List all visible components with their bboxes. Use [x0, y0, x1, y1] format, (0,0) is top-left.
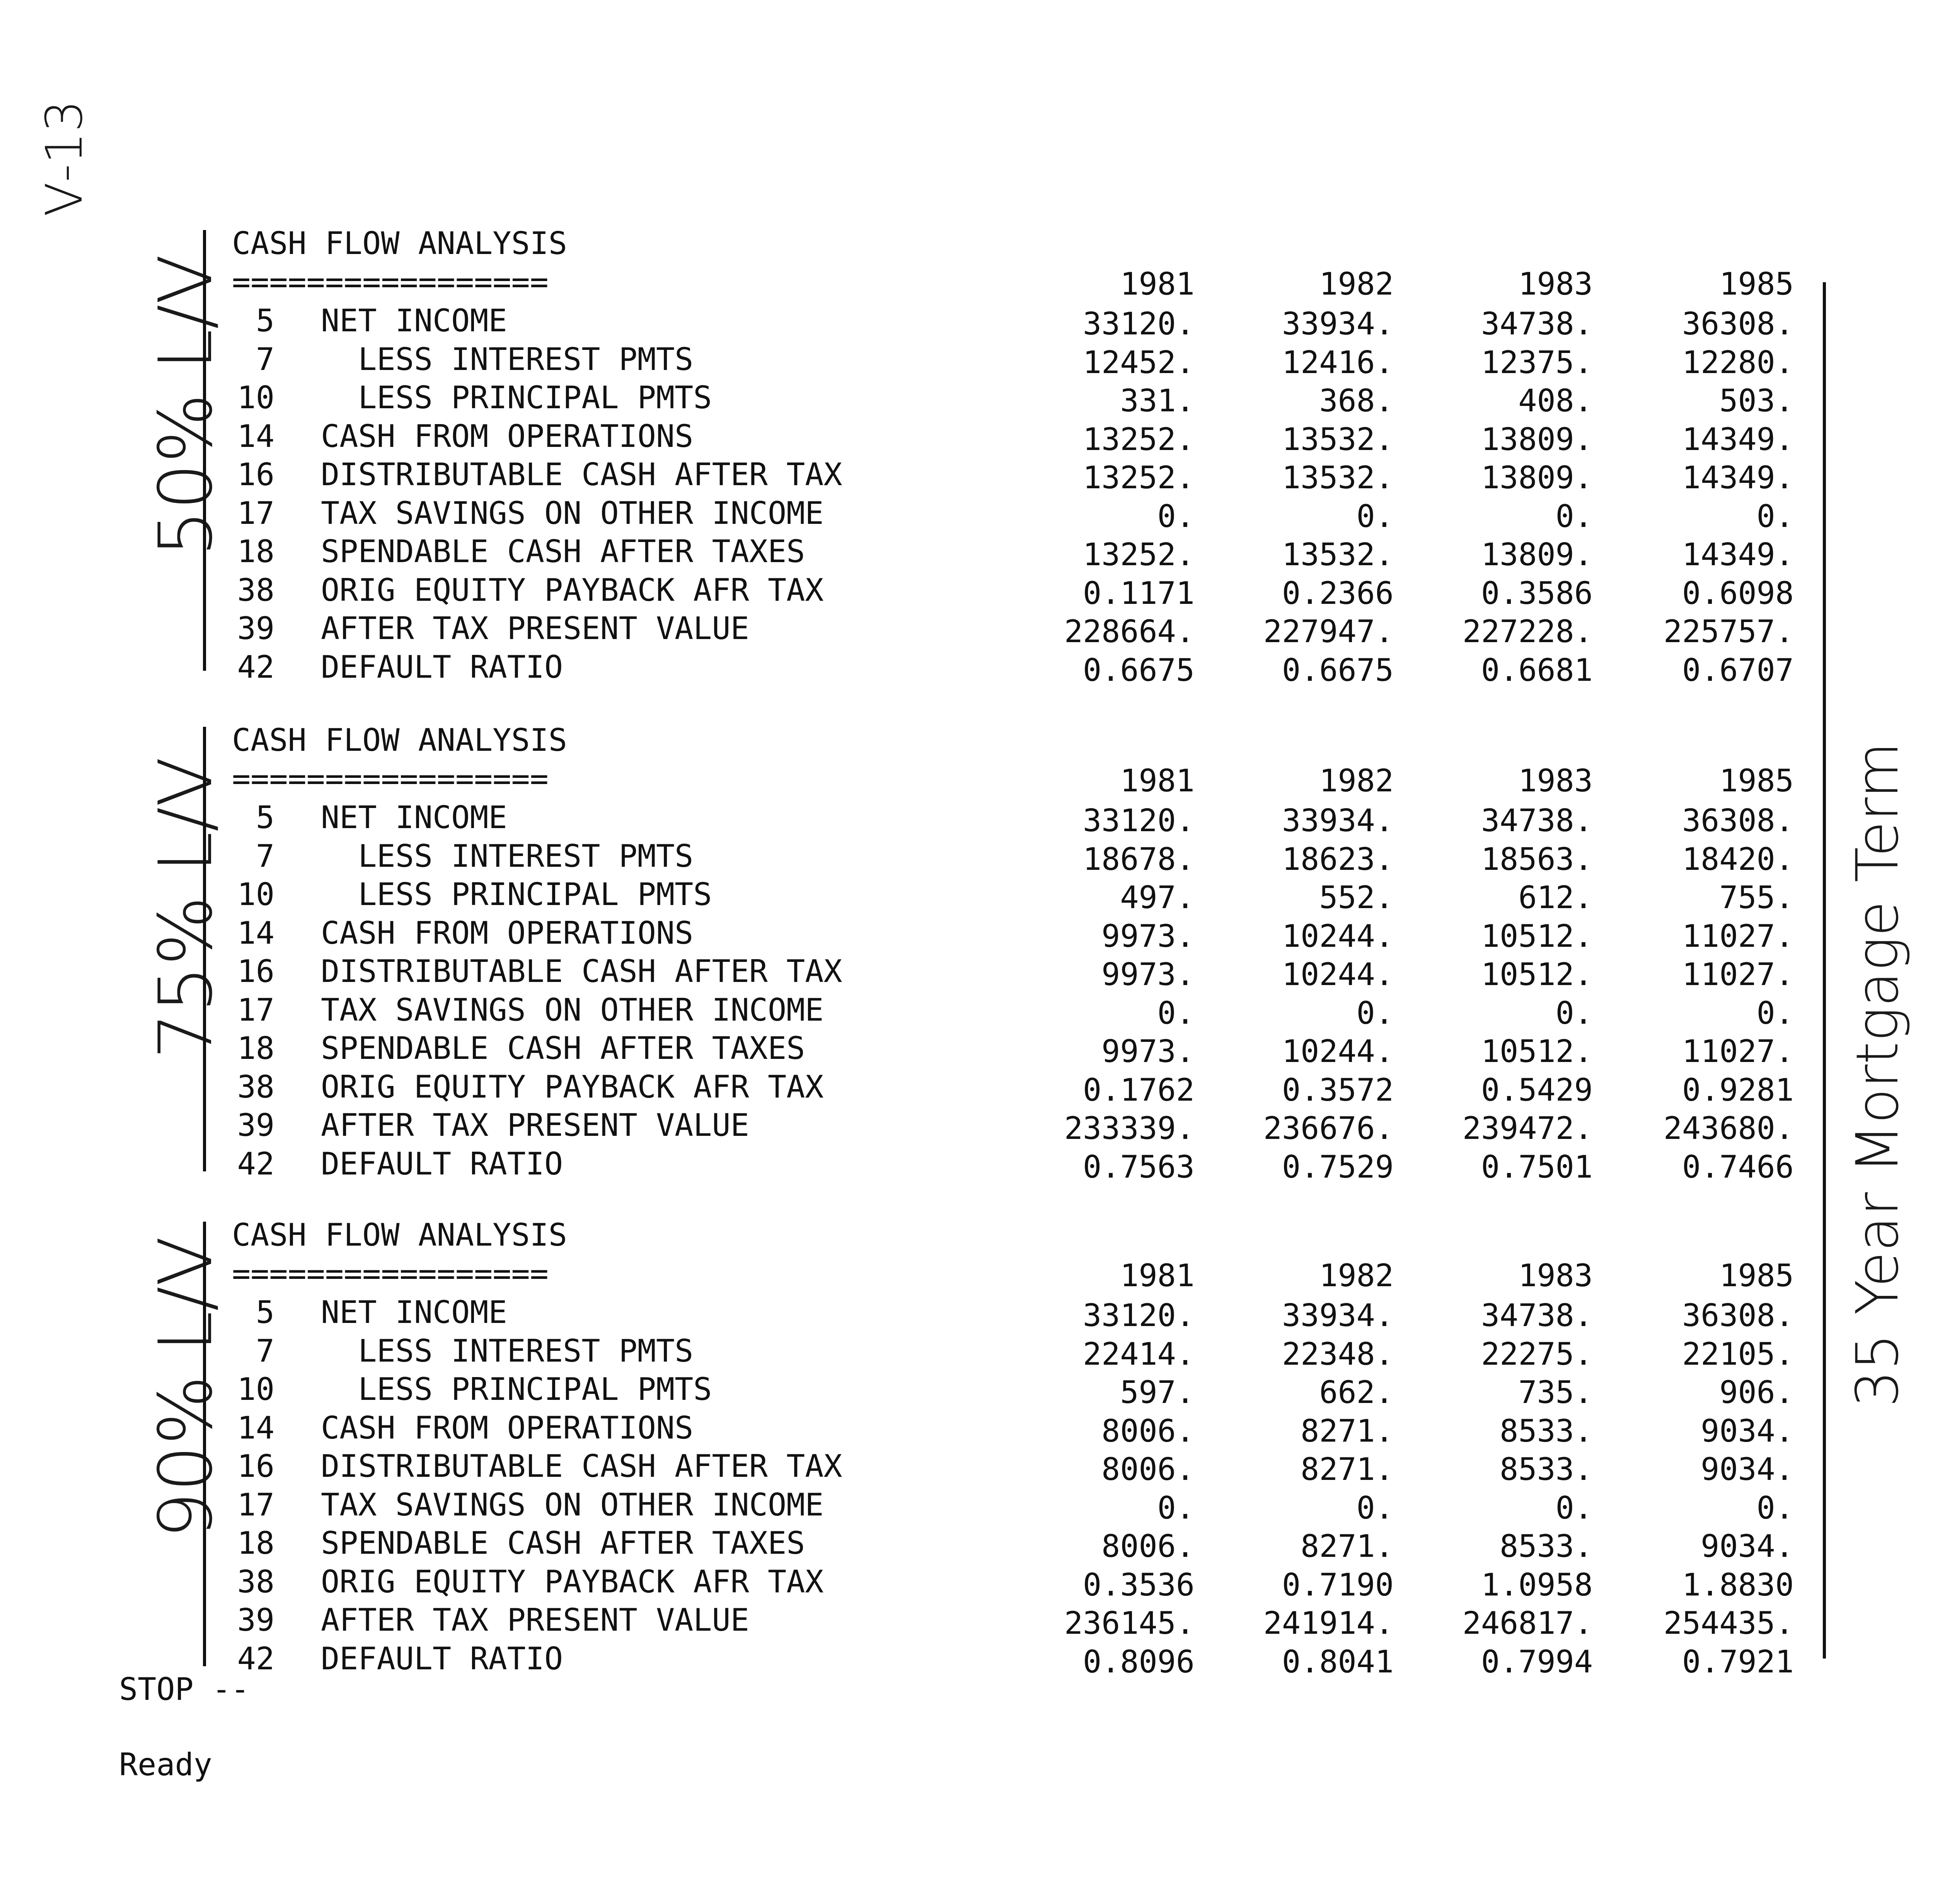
table-cell: 13532. [1282, 537, 1394, 573]
table-cell: 0. [1555, 995, 1593, 1031]
table-cell: 0. [1756, 498, 1794, 534]
row-label: AFTER TAX PRESENT VALUE [321, 1602, 749, 1638]
table-cell: 612. [1518, 880, 1593, 915]
row-label: LESS PRINCIPAL PMTS [321, 876, 712, 912]
table-cell: 331. [1120, 383, 1195, 419]
side-note-50: 50% L/V [143, 254, 228, 557]
row-label: DEFAULT RATIO [321, 649, 563, 685]
table-cell: 227947. [1263, 614, 1394, 649]
table-cell: 497. [1120, 880, 1195, 915]
row-number: 5 [256, 799, 274, 835]
row-number: 42 [237, 1640, 274, 1677]
row-number: 5 [256, 1294, 274, 1330]
table-cell: 368. [1319, 383, 1394, 419]
table-cell: 18623. [1282, 841, 1394, 877]
right-bracket [1823, 282, 1826, 1659]
table-cell: 13809. [1481, 460, 1593, 496]
table-cell: 9034. [1701, 1528, 1794, 1564]
row-label: LESS PRINCIPAL PMTS [321, 380, 712, 416]
row-number: 10 [237, 1371, 274, 1407]
row-label: NET INCOME [321, 799, 507, 835]
row-number: 7 [256, 341, 274, 377]
row-number: 17 [237, 495, 274, 531]
table-cell: 13532. [1282, 460, 1394, 496]
table-cell: 254435. [1663, 1605, 1794, 1641]
table-cell: 12452. [1083, 344, 1195, 380]
table-cell: 13809. [1481, 421, 1593, 457]
table-cell: 0.7466 [1682, 1149, 1794, 1185]
table-cell: 503. [1719, 383, 1794, 419]
title-underline: ================= [232, 761, 549, 797]
column-header: 1983 [1518, 266, 1593, 302]
table-cell: 34738. [1481, 306, 1593, 342]
table-cell: 0. [1157, 498, 1195, 534]
table-cell: 0.7190 [1282, 1566, 1394, 1603]
row-number: 18 [237, 534, 274, 569]
table-cell: 12416. [1282, 344, 1394, 380]
column-header: 1982 [1319, 266, 1394, 302]
table-title: CASH FLOW ANALYSIS [232, 225, 567, 261]
page-number-note: Ⅴ-13 [35, 100, 94, 216]
row-label: CASH FROM OPERATIONS [321, 915, 694, 951]
table-cell: 0.6675 [1083, 652, 1195, 688]
table-cell: 241914. [1263, 1605, 1394, 1641]
table-cell: 1.0958 [1481, 1566, 1593, 1603]
table-cell: 0. [1555, 498, 1593, 534]
table-cell: 33934. [1282, 306, 1394, 342]
row-label: DISTRIBUTABLE CASH AFTER TAX [321, 457, 842, 493]
table-cell: 18678. [1083, 841, 1195, 877]
table-cell: 14349. [1682, 460, 1794, 496]
table-cell: 0.7563 [1083, 1149, 1195, 1185]
table-cell: 18420. [1682, 841, 1794, 877]
table-cell: 662. [1319, 1374, 1394, 1410]
table-cell: 0. [1157, 1490, 1195, 1526]
row-number: 38 [237, 572, 274, 608]
row-number: 10 [237, 876, 274, 912]
table-cell: 22348. [1282, 1336, 1394, 1372]
table-cell: 0. [1157, 995, 1195, 1031]
table-cell: 33120. [1083, 803, 1195, 839]
table-cell: 8006. [1101, 1413, 1195, 1449]
table-cell: 8533. [1500, 1528, 1593, 1564]
table-cell: 13252. [1083, 460, 1195, 496]
row-label: DEFAULT RATIO [321, 1145, 563, 1182]
table-cell: 243680. [1663, 1110, 1794, 1146]
table-cell: 18563. [1481, 841, 1593, 877]
column-header: 1981 [1120, 266, 1195, 302]
table-cell: 236676. [1263, 1110, 1394, 1146]
row-label: LESS INTEREST PMTS [321, 1333, 694, 1369]
row-number: 7 [256, 1333, 274, 1369]
column-header: 1985 [1719, 266, 1794, 302]
row-label: TAX SAVINGS ON OTHER INCOME [321, 1486, 824, 1523]
title-underline: ================= [232, 264, 549, 300]
table-cell: 33120. [1083, 306, 1195, 342]
table-cell: 0. [1356, 1490, 1394, 1526]
table-cell: 8271. [1301, 1413, 1394, 1449]
table-cell: 735. [1518, 1374, 1593, 1410]
table-cell: 11027. [1682, 956, 1794, 992]
table-cell: 8533. [1500, 1451, 1593, 1487]
table-cell: 10512. [1481, 918, 1593, 954]
table-cell: 22105. [1682, 1336, 1794, 1372]
table-cell: 36308. [1682, 1297, 1794, 1333]
row-label: SPENDABLE CASH AFTER TAXES [321, 534, 805, 569]
table-cell: 9034. [1701, 1451, 1794, 1487]
table-cell: 0.7529 [1282, 1149, 1394, 1185]
table-cell: 9034. [1701, 1413, 1794, 1449]
table-cell: 9973. [1101, 956, 1195, 992]
table-cell: 22275. [1481, 1336, 1593, 1372]
block-3-bracket [203, 1222, 206, 1666]
row-label: ORIG EQUITY PAYBACK AFR TAX [321, 1563, 824, 1600]
table-cell: 0.7994 [1481, 1643, 1593, 1680]
table-cell: 11027. [1682, 918, 1794, 954]
table-cell: 13252. [1083, 537, 1195, 573]
table-cell: 13252. [1083, 421, 1195, 457]
row-number: 38 [237, 1069, 274, 1105]
column-header: 1985 [1719, 1258, 1794, 1294]
table-cell: 227228. [1462, 614, 1593, 649]
table-cell: 10244. [1282, 1033, 1394, 1069]
row-label: LESS PRINCIPAL PMTS [321, 1371, 712, 1407]
table-cell: 12280. [1682, 344, 1794, 380]
table-cell: 0.8096 [1083, 1643, 1195, 1680]
row-number: 7 [256, 838, 274, 874]
table-title: CASH FLOW ANALYSIS [232, 722, 567, 758]
table-cell: 246817. [1462, 1605, 1593, 1641]
row-label: LESS INTEREST PMTS [321, 341, 694, 377]
table-cell: 0.1171 [1083, 575, 1195, 611]
table-cell: 1.8830 [1682, 1566, 1794, 1603]
table-cell: 0.6098 [1682, 575, 1794, 611]
table-cell: 408. [1518, 383, 1593, 419]
table-cell: 34738. [1481, 803, 1593, 839]
table-title: CASH FLOW ANALYSIS [232, 1217, 567, 1253]
row-number: 14 [237, 1410, 274, 1446]
table-cell: 552. [1319, 880, 1394, 915]
row-number: 39 [237, 610, 274, 646]
table-cell: 8006. [1101, 1528, 1195, 1564]
table-cell: 22414. [1083, 1336, 1195, 1372]
row-number: 14 [237, 418, 274, 454]
table-cell: 0. [1356, 995, 1394, 1031]
row-label: DISTRIBUTABLE CASH AFTER TAX [321, 1448, 842, 1484]
table-cell: 8271. [1301, 1528, 1394, 1564]
table-cell: 0. [1555, 1490, 1593, 1526]
table-cell: 8006. [1101, 1451, 1195, 1487]
table-cell: 12375. [1481, 344, 1593, 380]
row-number: 16 [237, 1448, 274, 1484]
row-number: 16 [237, 953, 274, 989]
table-cell: 14349. [1682, 421, 1794, 457]
table-cell: 755. [1719, 880, 1794, 915]
column-header: 1982 [1319, 763, 1394, 799]
table-cell: 0. [1756, 995, 1794, 1031]
table-cell: 10244. [1282, 956, 1394, 992]
table-cell: 0.1762 [1083, 1072, 1195, 1108]
table-cell: 239472. [1462, 1110, 1593, 1146]
row-label: CASH FROM OPERATIONS [321, 418, 694, 454]
table-cell: 13532. [1282, 421, 1394, 457]
row-label: CASH FROM OPERATIONS [321, 1410, 694, 1446]
table-cell: 10512. [1481, 956, 1593, 992]
row-label: NET INCOME [321, 303, 507, 339]
table-cell: 236145. [1064, 1605, 1195, 1641]
row-label: NET INCOME [321, 1294, 507, 1330]
column-header: 1985 [1719, 763, 1794, 799]
table-cell: 0.9281 [1682, 1072, 1794, 1108]
block-1-bracket [203, 230, 206, 671]
table-cell: 0.8041 [1282, 1643, 1394, 1680]
table-cell: 33934. [1282, 803, 1394, 839]
table-cell: 8533. [1500, 1413, 1593, 1449]
column-header: 1981 [1120, 763, 1195, 799]
row-label: LESS INTEREST PMTS [321, 838, 694, 874]
row-number: 42 [237, 649, 274, 685]
table-cell: 33120. [1083, 1297, 1195, 1333]
table-cell: 906. [1719, 1374, 1794, 1410]
table-cell: 0.6675 [1282, 652, 1394, 688]
row-number: 14 [237, 915, 274, 951]
table-cell: 0. [1356, 498, 1394, 534]
row-label: TAX SAVINGS ON OTHER INCOME [321, 495, 824, 531]
table-cell: 9973. [1101, 918, 1195, 954]
row-label: SPENDABLE CASH AFTER TAXES [321, 1030, 805, 1066]
table-cell: 233339. [1064, 1110, 1195, 1146]
column-header: 1982 [1319, 1258, 1394, 1294]
column-header: 1983 [1518, 1258, 1593, 1294]
table-cell: 8271. [1301, 1451, 1394, 1487]
table-cell: 0.6707 [1682, 652, 1794, 688]
table-cell: 33934. [1282, 1297, 1394, 1333]
row-number: 39 [237, 1602, 274, 1638]
row-number: 10 [237, 380, 274, 416]
table-cell: 10244. [1282, 918, 1394, 954]
table-cell: 36308. [1682, 306, 1794, 342]
table-cell: 36308. [1682, 803, 1794, 839]
table-cell: 9973. [1101, 1033, 1195, 1069]
row-label: ORIG EQUITY PAYBACK AFR TAX [321, 572, 824, 608]
table-cell: 0.2366 [1282, 575, 1394, 611]
table-cell: 0.7501 [1481, 1149, 1593, 1185]
column-header: 1981 [1120, 1258, 1195, 1294]
row-number: 16 [237, 457, 274, 493]
row-label: TAX SAVINGS ON OTHER INCOME [321, 992, 824, 1028]
stop-line: STOP -- [119, 1671, 250, 1707]
table-cell: 0.3586 [1481, 575, 1593, 611]
side-note-75: 75% L/V [143, 757, 228, 1059]
row-label: DISTRIBUTABLE CASH AFTER TAX [321, 953, 842, 989]
table-cell: 0. [1756, 1490, 1794, 1526]
table-cell: 13809. [1481, 537, 1593, 573]
table-cell: 228664. [1064, 614, 1195, 649]
row-number: 18 [237, 1525, 274, 1561]
table-cell: 34738. [1481, 1297, 1593, 1333]
table-cell: 11027. [1682, 1033, 1794, 1069]
status-ready: Ready [119, 1747, 212, 1783]
mortgage-term-note: 35 Year Mortgage Term [1844, 742, 1911, 1407]
row-number: 38 [237, 1563, 274, 1600]
side-note-90: 90% L/V [143, 1236, 228, 1539]
table-cell: 10512. [1481, 1033, 1593, 1069]
row-number: 18 [237, 1030, 274, 1066]
row-label: AFTER TAX PRESENT VALUE [321, 610, 749, 646]
row-number: 17 [237, 1486, 274, 1523]
row-label: SPENDABLE CASH AFTER TAXES [321, 1525, 805, 1561]
table-cell: 225757. [1663, 614, 1794, 649]
table-cell: 14349. [1682, 537, 1794, 573]
row-number: 17 [237, 992, 274, 1028]
table-cell: 0.6681 [1481, 652, 1593, 688]
row-number: 39 [237, 1107, 274, 1143]
row-number: 42 [237, 1145, 274, 1182]
block-2-bracket [203, 727, 206, 1171]
table-cell: 0.3536 [1083, 1566, 1195, 1603]
row-number: 5 [256, 303, 274, 339]
table-cell: 0.3572 [1282, 1072, 1394, 1108]
title-underline: ================= [232, 1256, 549, 1292]
row-label: AFTER TAX PRESENT VALUE [321, 1107, 749, 1143]
row-label: DEFAULT RATIO [321, 1640, 563, 1677]
table-cell: 0.5429 [1481, 1072, 1593, 1108]
table-cell: 0.7921 [1682, 1643, 1794, 1680]
table-cell: 597. [1120, 1374, 1195, 1410]
row-label: ORIG EQUITY PAYBACK AFR TAX [321, 1069, 824, 1105]
column-header: 1983 [1518, 763, 1593, 799]
